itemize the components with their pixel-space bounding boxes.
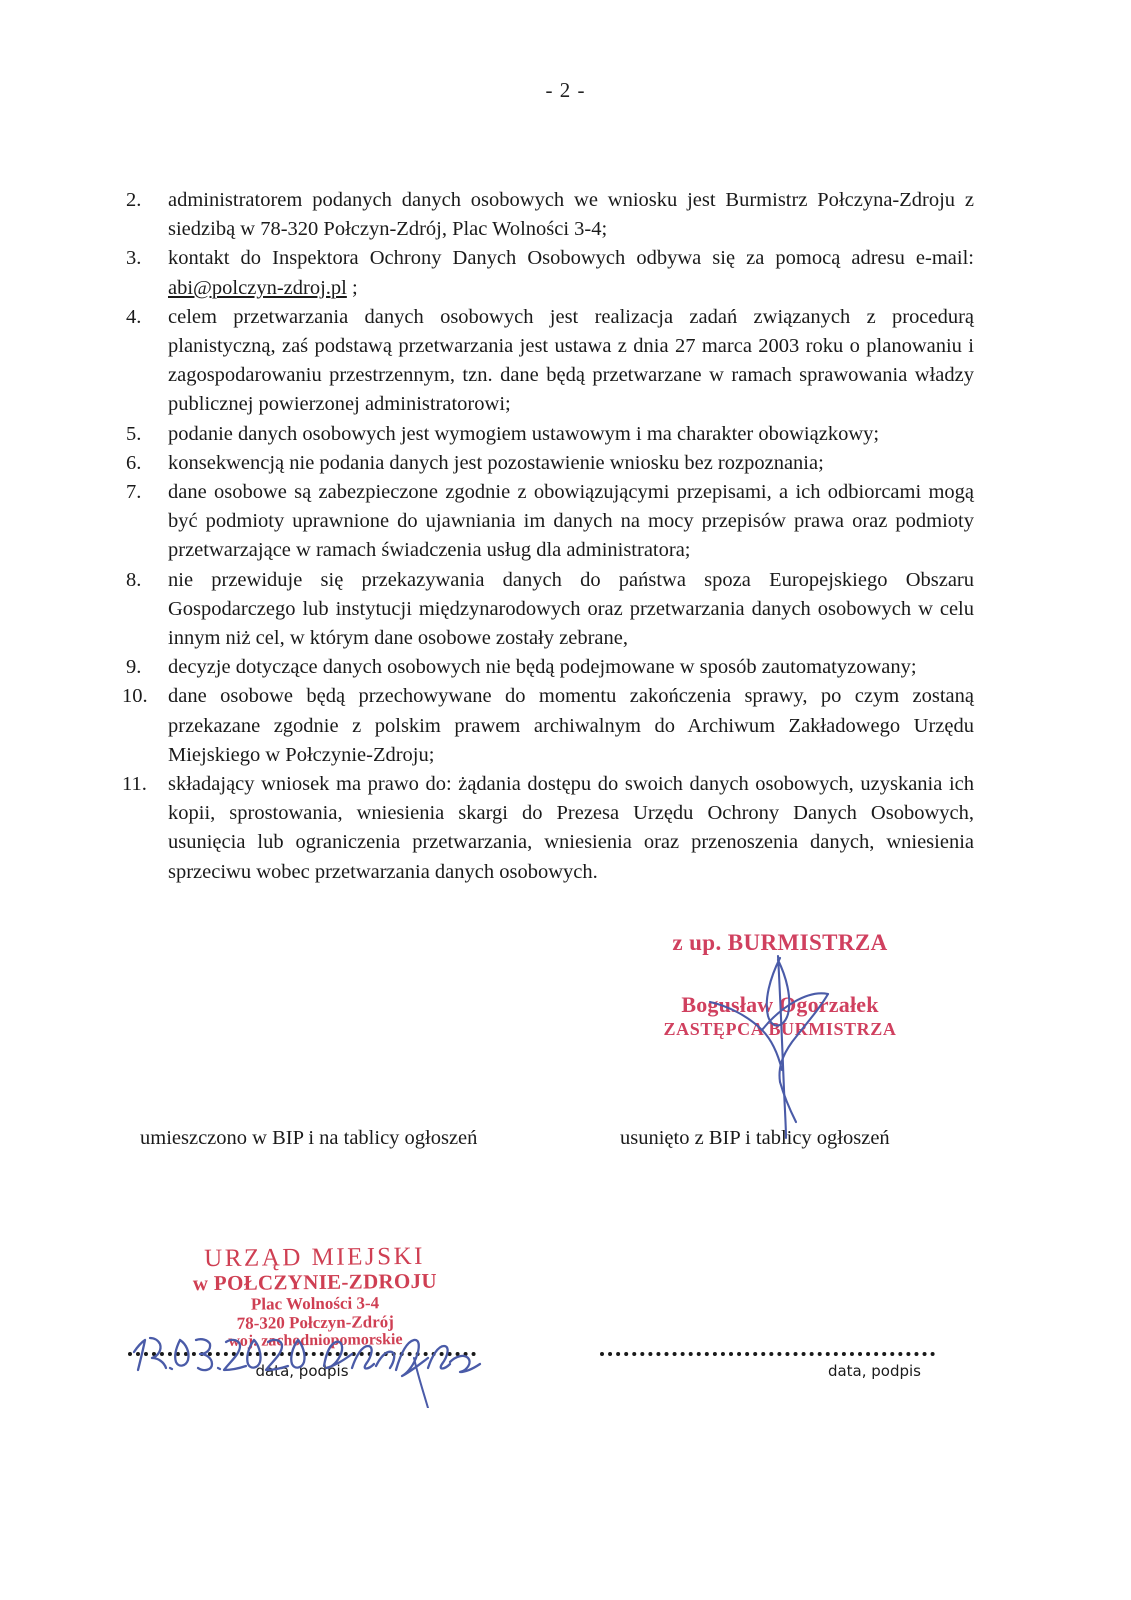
clause-list bbox=[122, 186, 974, 887]
office-stamp-line-5: woj. zachodniopomorskie bbox=[228, 1331, 403, 1350]
list-item-number: 6. bbox=[126, 451, 142, 474]
list-item-number: 7. bbox=[126, 481, 142, 504]
list-item-text bbox=[168, 244, 974, 302]
list-item bbox=[122, 566, 974, 654]
list-item-number: 4. bbox=[126, 305, 142, 328]
clause-text-before-email: kontakt do Inspektora Ochrony Danych Osobowych odbywa się za pomocą adresu e-mail: bbox=[168, 247, 974, 270]
list-item bbox=[122, 478, 974, 566]
list-item bbox=[122, 186, 974, 244]
list-item-text: dane osobowe są zabezpieczone zgodnie z obowiązującymi przepisami, a ich odbiorcami mogą być podmioty uprawnione do ujawniania im danych na mocy przepisów prawa oraz podmioty przetwarzające w ramach świadczenia usług dla administratora; bbox=[168, 481, 974, 562]
list-item-text: dane osobowe będą przechowywane do momentu zakończenia sprawy, po czym zostaną przekazane zgodnie z polskim prawem archiwalnym do Archiwum Zakładowego Urzędu Miejskiego w Połczynie-Zdroju; bbox=[168, 685, 974, 766]
list-item-text: nie przewiduje się przekazywania danych do państwa spoza Europejskiego Obszaru Gospodarczego lub instytucji międzynarodowych oraz przetwarzania danych osobowych w celu innym niż cel, w którym dane osobowe zostały zebrane, bbox=[168, 568, 974, 650]
office-stamp bbox=[179, 1243, 450, 1352]
list-item-number: 9. bbox=[126, 656, 142, 679]
list-item bbox=[122, 420, 974, 449]
stamp-signer-name: Bogusław Ogorzałek bbox=[681, 992, 879, 1017]
clause-text-after-email: ; bbox=[346, 276, 358, 299]
signature-line-left bbox=[128, 1352, 476, 1356]
signature-caption-left: data, podpis bbox=[255, 1362, 349, 1380]
signature-caption-right: data, podpis bbox=[827, 1362, 921, 1380]
list-item bbox=[122, 653, 974, 682]
office-stamp-line-3: Plac Wolności 3-4 bbox=[250, 1293, 380, 1314]
list-item-text: konsekwencją nie podania danych jest pozostawienie wniosku bez rozpoznania; bbox=[168, 451, 824, 474]
bip-placed-label: umieszczono w BIP i na tablicy ogłoszeń bbox=[140, 1127, 478, 1149]
bip-removed-label: usunięto z BIP i tablicy ogłoszeń bbox=[620, 1127, 890, 1149]
stamp-signer-role: ZASTĘPCA BURMISTRZA bbox=[663, 1019, 897, 1039]
email-link[interactable]: abi@polczyn-zdroj.pl bbox=[168, 276, 347, 299]
list-item bbox=[122, 682, 974, 770]
office-stamp-line-2: w POŁCZYNIE-ZDROJU bbox=[192, 1268, 437, 1296]
office-stamp-line-4: 78-320 Połczyn-Zdrój bbox=[236, 1312, 394, 1333]
page-number: - 2 - bbox=[545, 78, 586, 102]
list-item-text: decyzje dotyczące danych osobowych nie będą podejmowane w sposób zautomatyzowany; bbox=[168, 656, 917, 679]
list-item bbox=[122, 244, 974, 302]
list-item bbox=[122, 303, 974, 420]
list-item-number: 10. bbox=[122, 685, 148, 708]
list-item-text: składający wniosek ma prawo do: żądania dostępu do swoich danych osobowych, uzyskania ich kopii, sprostowania, wniesienia skargi do Prezesa Urzędu Ochrony Danych Osobowych, usunięcia lub ograniczenia przetwarzania, wniesienia oraz przenoszenia danych, wniesienia sprzeciwu wobec przetwarzania danych osobowych. bbox=[168, 773, 974, 883]
list-item-number: 2. bbox=[126, 189, 142, 211]
list-item-number: 8. bbox=[126, 568, 142, 591]
list-item-number: 5. bbox=[126, 422, 142, 445]
list-item-text: podanie danych osobowych jest wymogiem ustawowym i ma charakter obowiązkowy; bbox=[168, 422, 880, 445]
deputy-mayor-stamp bbox=[620, 930, 940, 1040]
signature-line-right bbox=[600, 1352, 935, 1356]
list-item bbox=[122, 449, 974, 478]
list-item bbox=[122, 770, 974, 887]
stamp-authority-line: z up. BURMISTRZA bbox=[672, 930, 888, 955]
list-item-text: celem przetwarzania danych osobowych jest realizacja zadań związanych z procedurą planistyczną, zaś podstawą przetwarzania jest ustawa z dnia 27 marca 2003 roku o planowaniu i zagospodarowaniu przestrzennym, tzn. dane będą przetwarzane w ramach sprawowania władzy publicznej powierzonej administratorowi; bbox=[168, 305, 974, 416]
office-stamp-line-1: URZĄD MIEJSKI bbox=[204, 1242, 426, 1273]
list-item-text: administratorem podanych danych osobowych we wniosku jest Burmistrz Połczyna-Zdroju z siedzibą w 78-320 Połczyn-Zdrój, Plac Wolności 3-4; bbox=[168, 189, 974, 241]
list-item-number: 11. bbox=[122, 773, 147, 796]
list-item-number: 3. bbox=[126, 247, 142, 270]
